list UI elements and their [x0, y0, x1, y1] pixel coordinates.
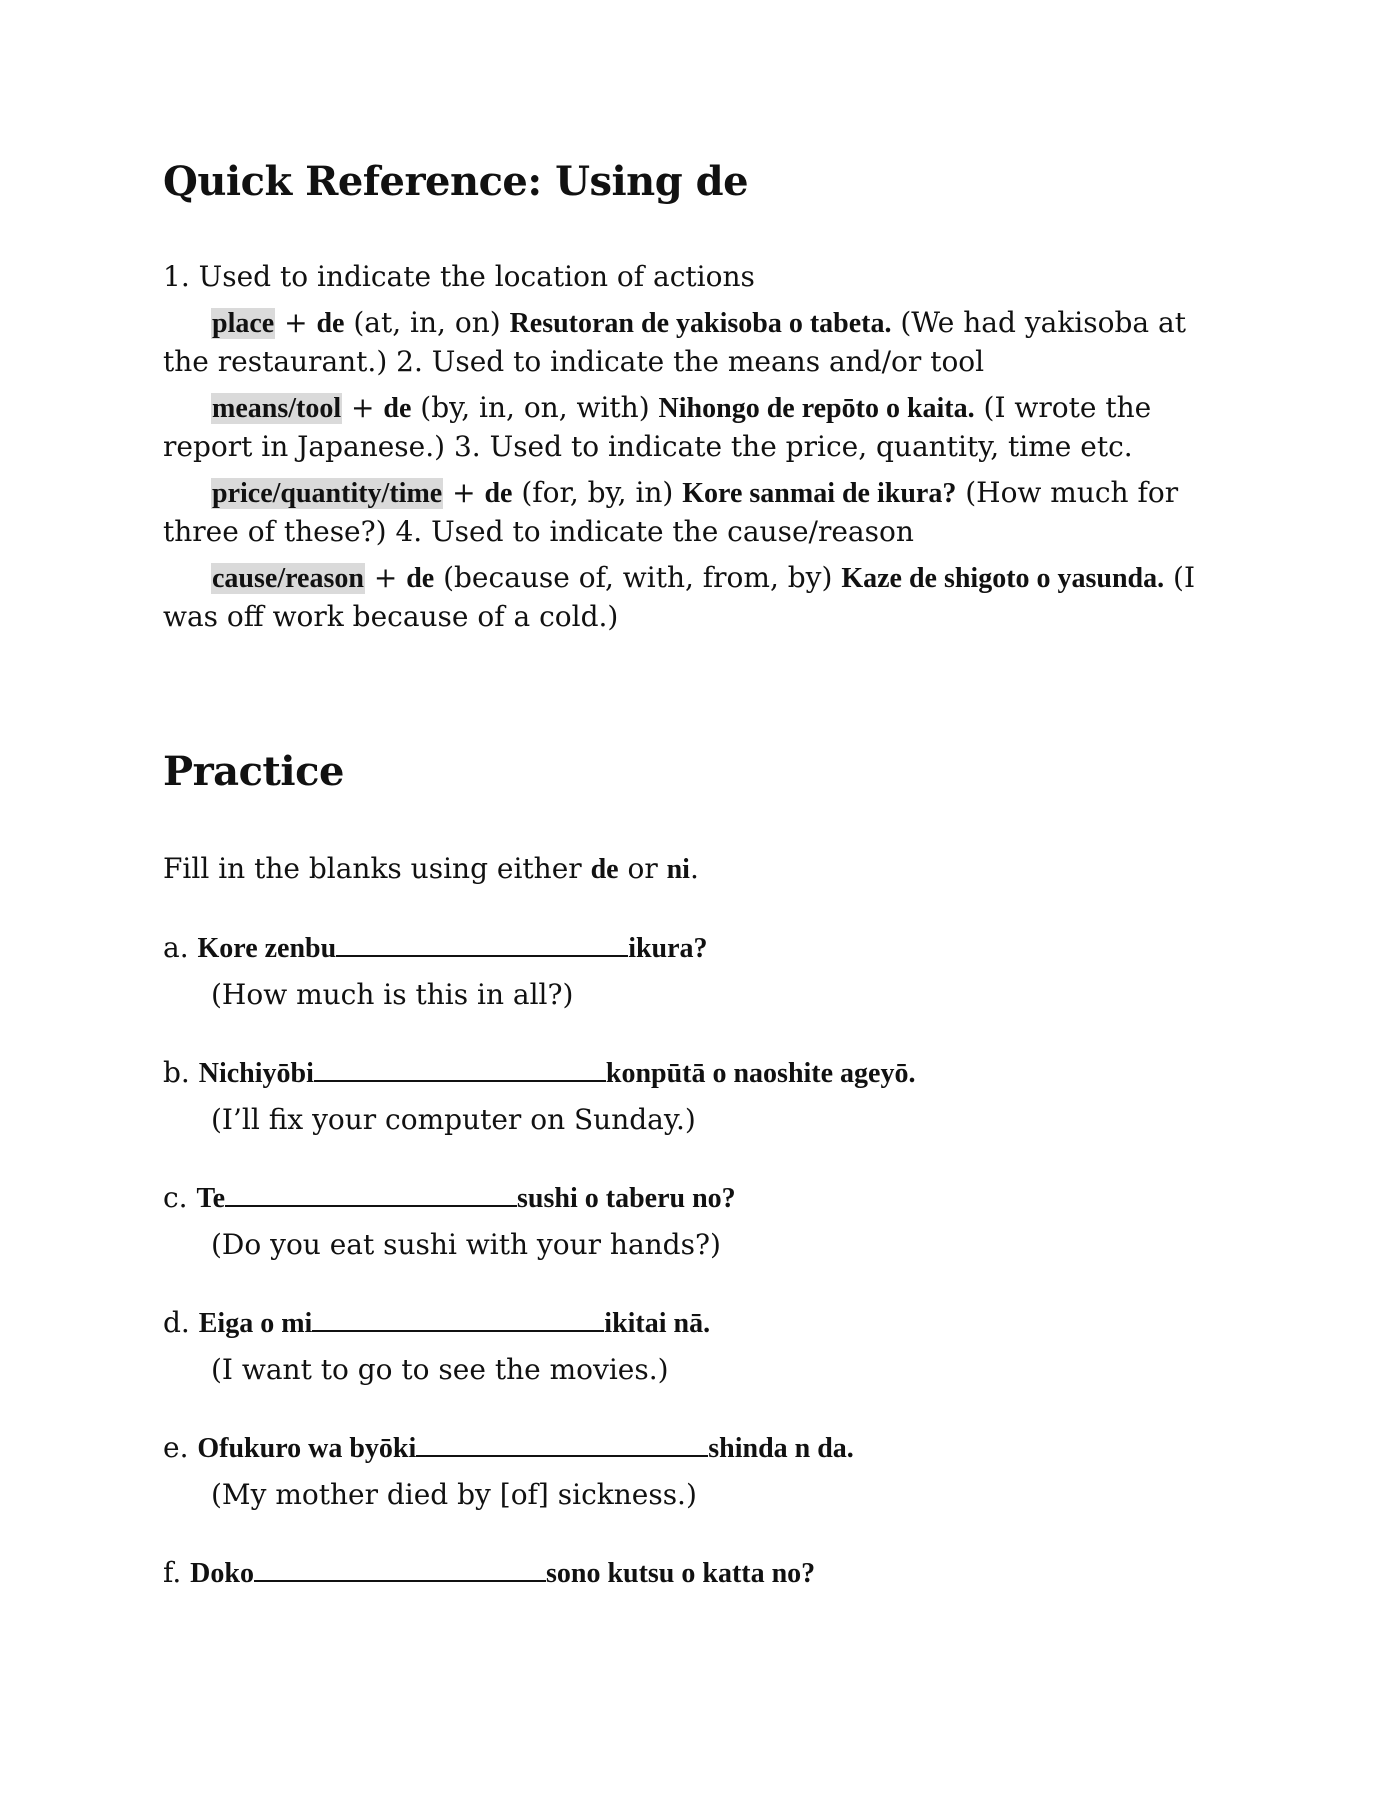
page-title: Quick Reference: Using de: [163, 158, 749, 205]
exercise-f: [163, 1554, 1233, 1593]
reference-usage-3: price/quantity/time + de (for, by, in) Kore sanmai de ikura? (How much for three of these?) 4. Used to indicate the cause/reason: [163, 476, 1179, 548]
example-translation: (We had yakisoba at the restaurant.): [163, 306, 1186, 378]
exercise-question: a. Kore zenbu ikura?: [163, 931, 708, 964]
exercise-question: e. Ofukuro wa byōki shinda n da.: [163, 1431, 854, 1464]
reference-heading-2: 2. Used to indicate the means and/or tool: [387, 345, 985, 378]
exercise-translation: (How much is this in all?): [211, 978, 574, 1011]
example-sentence: Kore sanmai de ikura?: [682, 478, 957, 509]
reference-heading-4: 4. Used to indicate the cause/reason: [386, 515, 914, 548]
highlighted-term: place: [212, 308, 275, 339]
highlighted-term: price/quantity/time: [212, 478, 443, 509]
example-translation: (How much for three of these?): [163, 476, 1179, 548]
exercise-question: b. Nichiyōbi konpūtā o naoshite ageyō.: [163, 1056, 916, 1089]
reference-heading-3: 3. Used to indicate the price, quantity, time etc.: [445, 430, 1133, 463]
practice-instructions: Fill in the blanks using either de or ni.: [163, 852, 699, 885]
answer-blank[interactable]: [314, 1076, 606, 1082]
exercise-a: [163, 929, 1233, 1014]
reference-usage-4: cause/reason + de (because of, with, from, by) Kaze de shigoto o yasunda. (I was off work because of a cold.): [163, 561, 1196, 633]
reference-heading-1: 1. Used to indicate the location of actions: [163, 260, 755, 293]
exercise-c: [163, 1179, 1233, 1264]
reference-list: [163, 258, 1233, 636]
exercise-question: f. Doko sono kutsu o katta no?: [163, 1556, 816, 1589]
answer-blank[interactable]: [336, 951, 628, 957]
reference-usage-1: place + de (at, in, on) Resutoran de yakisoba o tabeta. (We had yakisoba at the restaurant.) 2. Used to indicate the means and/or tool: [163, 306, 1186, 378]
exercise-translation: (I’ll fix your computer on Sunday.): [211, 1103, 696, 1136]
exercise-question: d. Eiga o mi ikitai nā.: [163, 1306, 711, 1339]
answer-blank[interactable]: [254, 1576, 546, 1582]
answer-blank[interactable]: [416, 1451, 708, 1457]
highlighted-term: means/tool: [212, 393, 342, 424]
practice-title: Practice: [163, 748, 344, 795]
answer-blank[interactable]: [312, 1326, 604, 1332]
example-sentence: Nihongo de repōto o kaita.: [658, 393, 975, 424]
highlighted-term: cause/reason: [212, 563, 364, 594]
answer-blank[interactable]: [225, 1201, 517, 1207]
exercise-b: [163, 1054, 1233, 1139]
document-content: [163, 158, 1233, 1593]
example-sentence: Resutoran de yakisoba o tabeta.: [509, 308, 892, 339]
exercise-translation: (My mother died by [of] sickness.): [211, 1478, 697, 1511]
exercise-question: c. Te sushi o taberu no?: [163, 1181, 736, 1214]
exercise-d: [163, 1304, 1233, 1389]
example-translation: (I wrote the report in Japanese.): [163, 391, 1152, 463]
reference-usage-2: means/tool + de (by, in, on, with) Nihongo de repōto o kaita. (I wrote the report in Japanese.) 3. Used to indicate the price, quantity, time etc.: [163, 391, 1152, 463]
exercise-translation: (I want to go to see the movies.): [211, 1353, 669, 1386]
example-sentence: Kaze de shigoto o yasunda.: [841, 563, 1165, 594]
example-translation: (I was off work because of a cold.): [163, 561, 1196, 633]
exercise-e: [163, 1429, 1233, 1514]
exercise-translation: (Do you eat sushi with your hands?): [211, 1228, 721, 1261]
